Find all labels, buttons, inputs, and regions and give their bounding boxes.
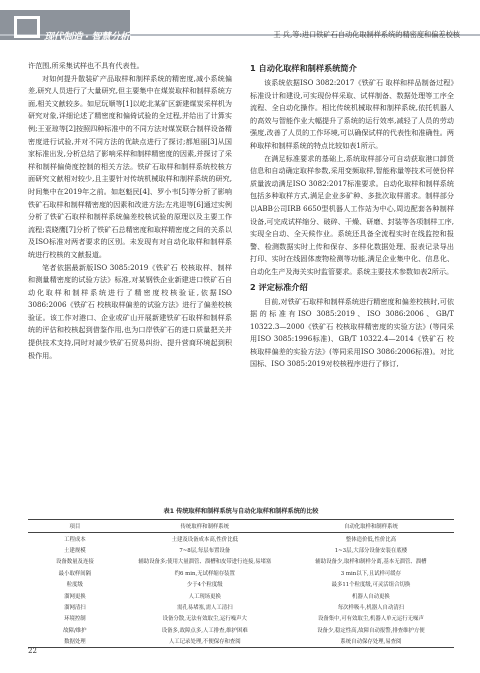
table-cell: 溜网清扫: [64, 604, 86, 611]
table-cell: 人工记录处理,不便保存和查阅: [122, 635, 288, 647]
table-cell: 辅助设备多;使用大量溜管、溜槽和皮带进行连接,易堵塞: [138, 559, 272, 566]
table-cell: 最小取样间隔: [58, 570, 92, 577]
table-cell: 粒度级: [66, 582, 83, 589]
table-row: [28, 579, 454, 590]
table-row: [28, 544, 454, 555]
table-cell: 数据处理: [28, 635, 122, 647]
column-header: 项目: [28, 520, 122, 533]
table-cell: 土建规模: [64, 548, 86, 555]
table-cell: 设备数量及连接: [55, 559, 94, 566]
table-cell: 设备集中,可有效取尘,机器人单元运行无噪声: [317, 616, 424, 623]
section-heading: 2 评定标准介绍: [250, 281, 308, 292]
paragraph: 在满足标准要求的基础上,系统取样部分可自动获取港口卸货信息和自动确定取样参数,采用变频取样,智能称量等技术可使份样质量波动满足ISO 3082:2017标准要求。自动化取样和制样系统包括多种取样方式,满足企业多矿种、多批次取样需求。制样部分以ABB公司IRB 6650型机器人工作站为中心,周边配套各种制样设备,可完成试样缩分、破碎、干燥、研磨、封装等各项制样工序,实现全自动、全天候作业。系统还具备全流程实时在线监控和报警、检测数据实时上传和保存、多样化数据处理、报表记录导出打印、实时在线固体废物检测等功能,满足企业集中化、信息化、自动化生产及海关实时监管要求。系统主要技术参数如表2所示。: [250, 153, 454, 276]
table-row: [28, 635, 454, 647]
table-cell: 需孔易堵塞,需人工清扫: [176, 604, 233, 611]
left-column: [28, 60, 232, 362]
table-row: [28, 567, 454, 578]
comparison-table: [28, 506, 454, 648]
data-table: [28, 519, 454, 648]
table-cell: 3 min以下,且试样可缓存: [340, 570, 402, 577]
table-row: [28, 590, 454, 601]
table-cell: 土建及设备成本高,性价比低: [171, 536, 238, 543]
page-number: 22: [28, 647, 37, 655]
section-heading: 1 自动化取样和制样系统简介: [250, 63, 357, 73]
table-cell: 机器人自动更换: [352, 593, 390, 600]
table-cell: 少于4个粒度级: [186, 582, 223, 589]
table-cell: 系统自动保存处理,易查阅: [288, 635, 454, 647]
table-cell: 设备分散,无法有效取尘,运行噪声大: [162, 616, 247, 623]
table-cell: 环境控制: [64, 616, 86, 623]
table-cell: 设备多,故障点多,人工排查,维护困难: [161, 627, 248, 634]
table-cell: 辅助设备少,取样和制样分离,基本无溜管、溜槽: [315, 559, 427, 566]
table-cell: 1~3层,大部分设备安装在底楼: [334, 548, 408, 555]
table-row: [28, 533, 454, 545]
paragraph: 该系统依据ISO 3082:2017《铁矿石 取样和样品制备过程》标准设计和建设,可实现份样采取、试样制备、数据处理等工序全流程、全自动化操作。相比传统机械取样和制样系统,依托机器人的高效与智能作业大幅提升了系统的运行效率,减轻了人员的劳动强度,改善了人员的工作环境,可以确保试样的代表性和准确性。两种取样和制样系统的特点比较如表1所示。: [250, 78, 454, 150]
table-cell: 故障/维护: [63, 627, 87, 634]
page-header: [0, 0, 480, 50]
journal-logo-icon: [14, 16, 40, 38]
paragraph: 对如何提升散装矿产品取样和制样系统的精密度,减小系统偏差,研究人员进行了大量研究,但主要集中在煤炭取样和制样系统方面,相关文献较多。如尼玩顺等[1]以屹北某矿区新建煤炭采样机为研究对象,详细论述了精密度和偏倚试验的全过程,并给出了计算实例;王亚琼等[2]按照四种标准中的不同方法对煤炭联合制样设备精密度进行试验,并对不同方法的优缺点进行了探讨;都旭丽[3]从国家标准出发,分析总结了影响采样和制样精密度的因素,并探讨了采样和制样偏倚度控制的相关方法。铁矿石取样和制样系统校核方面研究文献相对较少,且主要针对传统机械取样和制样系统的研究,时间集中在2019年之前。如赵魁民[4]、罗小韦[5]等分析了影响铁矿石取样和制样精密度的因素和改进方法;左兆迎等[6]通过实例分析了铁矿石取样和制样系统偏差校核试验的原理以及主要工作流程;袁晓鹰[7]分析了铁矿石总精密度和取样精密度之间的关系以及ISO标准对两者要求的区别。未发现有对自动化取样和制样系统进行校核的文献报道。: [28, 73, 232, 259]
paragraph: 目前,对铁矿石取样和制样系统进行精密度和偏差校核时,可依据的标准有ISO 3085:2019、ISO 3086:2006、GB/T 10322.3—2000《铁矿石 校核取样精密度的实验方法》(等同采用ISO 3085:1996标准)、GB/T 10322.4—2014《铁矿石 校核取样偏差的实验方法》(等同采用ISO 3086:2006标准)。对比国标、ISO 3085:2019对校核程序进行了修订,: [250, 296, 454, 369]
running-title: 王 兵,等:进口铁矿石自动化取制样系统的精密度和偏差校核: [273, 30, 460, 39]
table-cell: 每次样吸斗,机器人自动清扫: [337, 604, 405, 611]
table-row: [28, 556, 454, 567]
paragraph: 笔者依据最新版ISO 3085:2019《铁矿石 校核取样、制样和测量精密度的试验方法》标准,对某钢铁企业新建进口铁矿石自动化取样和制样系统进行了精密度校核验证,依据ISO 3086:2006《铁矿石 校核取样偏差的试验方法》进行了偏差校核验证。该工作对港口、企业或矿山开展新建铁矿石取样和制样系统的评估和校核起到借鉴作用,也为口岸铁矿石的进口质量把关并提供技术支持,同时对减少铁矿石贸易纠纷、提升营商环境起到积极作用。: [28, 262, 232, 360]
right-column: [250, 60, 454, 371]
table-cell: 7~8层,每层布置设备: [179, 548, 231, 555]
table-cell: 溜网更换: [64, 593, 86, 600]
table-row: [28, 624, 454, 635]
table-row: [28, 613, 454, 624]
table-cell: 工程成本: [64, 536, 86, 543]
table-cell: 约6 min,无试样缩存装置: [174, 570, 235, 577]
table-cell: 人工现场更换: [188, 593, 221, 600]
column-header: 传统取样和制样系统: [122, 520, 288, 533]
table-caption: 表1 传统取样和制样系统与自动化取样和制样系统的比较: [163, 508, 319, 515]
paragraph: 许范围,所采集试样也不具有代表性。: [28, 61, 144, 70]
table-row: [28, 601, 454, 612]
column-header: 自动化取样和制样系统: [288, 520, 454, 533]
table-cell: 设备少,稳定性高,故障自动报警,排查维护方便: [317, 627, 425, 634]
table-cell: 整体造价低,性价比高: [345, 536, 397, 543]
table-cell: 最多11个粒度级,可灵活组合切换: [331, 582, 411, 589]
journal-brand: 现代制造 · 智慧分析: [44, 32, 130, 43]
